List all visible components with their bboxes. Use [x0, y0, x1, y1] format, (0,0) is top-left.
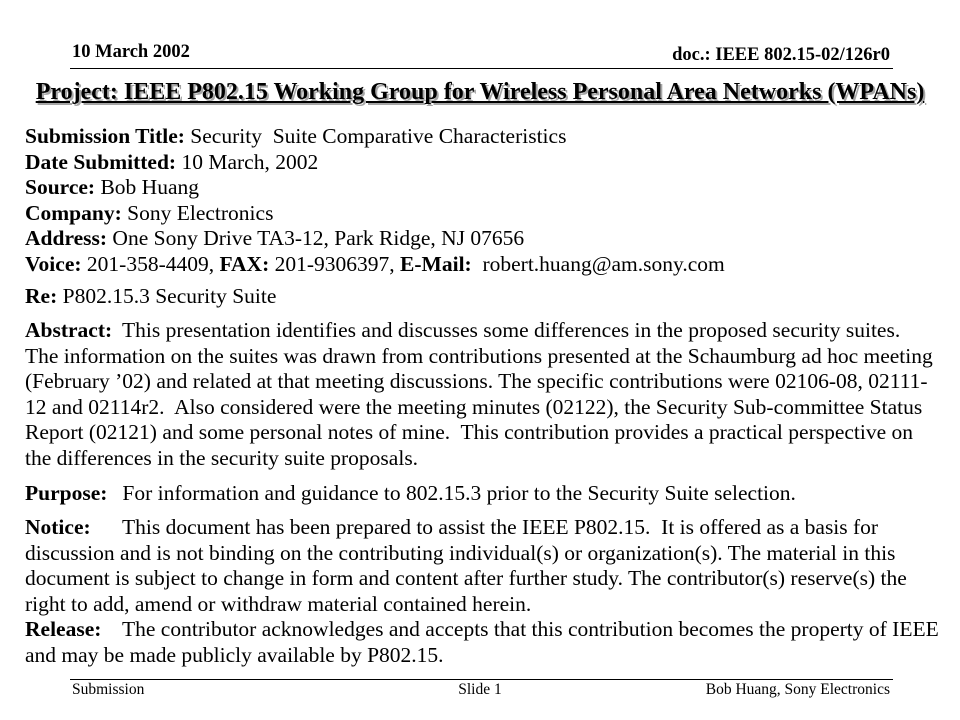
- source-label: Source:: [25, 175, 96, 199]
- abstract-label: Abstract:: [25, 318, 113, 342]
- re-section: [25, 284, 276, 310]
- submission-title-value: Security Suite Comparative Characteristics: [190, 124, 567, 148]
- notice-line: document is subject to change in form and content after further study. The contributor(s) reserve(s) the: [25, 566, 907, 590]
- abstract-line: Report (02121) and some personal notes of mine. This contribution provides a practical perspective on: [25, 420, 914, 444]
- submission-title-line: [25, 124, 725, 150]
- notice-line: right to add, amend or withdraw material contained herein.: [25, 591, 532, 616]
- source-line: [25, 175, 725, 201]
- re-line: [25, 284, 276, 310]
- abstract-line: [25, 318, 933, 344]
- contact-line: [25, 252, 725, 278]
- submission-fields: [25, 124, 725, 277]
- company-value: Sony Electronics: [127, 200, 274, 225]
- company-line: [25, 201, 725, 227]
- purpose-text: For information and guidance to 802.15.3 prior to the Security Suite selection.: [122, 481, 796, 505]
- abstract-section: [25, 318, 933, 471]
- notice-text: This document has been prepared to assist the IEEE P802.15. It is offered as a basis for: [122, 515, 879, 539]
- header-doc-id: doc.: IEEE 802.15-02/126r0: [672, 45, 890, 65]
- date-submitted-label: Date Submitted:: [25, 149, 177, 174]
- abstract-line: the differences in the security suite proposals.: [25, 445, 419, 470]
- voice-value: 201-358-4409,: [86, 251, 215, 276]
- abstract-line: 12 and 02114r2. Also considered were the meeting minutes (02122), the Security Sub-committee Status: [25, 394, 923, 419]
- release-text: The contributor acknowledges and accepts that this contribution becomes the property of IEEE: [122, 617, 939, 641]
- abstract-line: (February ’02) and related at that meeting discussions. The specific contributions were 02106-08, 02111-: [25, 369, 928, 393]
- email-label: E-Mail:: [400, 251, 472, 276]
- header-rule: [70, 68, 893, 69]
- email-value: robert.huang@am.sony.com: [482, 251, 725, 276]
- re-label: Re:: [25, 284, 58, 308]
- date-submitted-line: [25, 150, 725, 176]
- address-label: Address:: [25, 226, 108, 250]
- fax-label: FAX:: [219, 251, 270, 276]
- purpose-section: [25, 481, 796, 507]
- notice-line: [25, 515, 939, 541]
- abstract-text: This presentation identifies and discusses some differences in the proposed security suites.: [122, 318, 901, 342]
- header-date: 10 March 2002: [72, 42, 190, 62]
- abstract-line: The information on the suites was drawn from contributions presented at the Schaumburg ad hoc meeting: [25, 343, 933, 368]
- footer-slide-number: Slide 1: [458, 681, 502, 698]
- voice-label: Voice:: [25, 251, 82, 276]
- notice-label: Notice:: [25, 515, 91, 539]
- company-label: Company:: [25, 200, 122, 225]
- release-line: [25, 617, 939, 643]
- date-submitted-value: 10 March, 2002: [181, 149, 319, 174]
- source-value: Bob Huang: [100, 175, 199, 199]
- purpose-line: [25, 481, 796, 507]
- footer-author: Bob Huang, Sony Electronics: [705, 681, 890, 698]
- notice-release-section: [25, 515, 939, 668]
- release-label: Release:: [25, 617, 102, 641]
- re-value: P802.15.3 Security Suite: [62, 284, 277, 308]
- release-line: and may be made publicly available by P802.15.: [25, 642, 444, 667]
- footer-submission: Submission: [72, 681, 145, 698]
- address-value: One Sony Drive TA3-12, Park Ridge, NJ 07656: [112, 226, 525, 250]
- footer-rule: [70, 679, 893, 680]
- notice-line: discussion and is not binding on the contributing individual(s) or organization(s). The material in this: [25, 540, 896, 565]
- page-title: Project: IEEE P802.15 Working Group for Wireless Personal Area Networks (WPANs): [35, 79, 925, 105]
- fax-value: 201-9306397,: [274, 251, 395, 276]
- address-line: [25, 226, 725, 252]
- purpose-label: Purpose:: [25, 481, 108, 505]
- submission-title-label: Submission Title:: [25, 124, 185, 148]
